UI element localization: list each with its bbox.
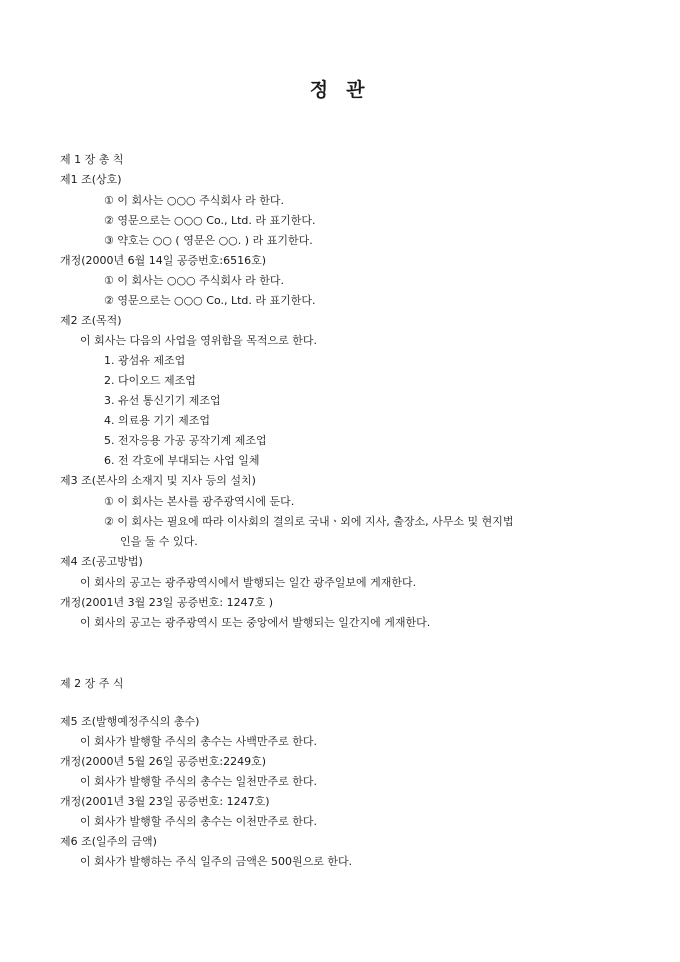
article-5-text-1: 이 회사가 발행할 주식의 총수는 일천만주로 한다. (80, 775, 317, 788)
article-6-heading: 제6 조(일주의 금액) (60, 835, 157, 848)
article-4-amendment: 개정(2001년 3월 23일 공증번호: 1247호 ) (60, 596, 274, 609)
chapter-1-heading: 제 1 장 총 칙 (60, 153, 124, 166)
article-5-heading: 제5 조(발행예정주식의 총수) (60, 715, 200, 728)
article-1-amendment: 개정(2000년 6월 14일 공증번호:6516호) (60, 254, 267, 267)
article-2-heading: 제2 조(목적) (60, 314, 122, 327)
article-4-text: 이 회사의 공고는 광주광역시에서 발행되는 일간 광주일보에 게재한다. (80, 576, 417, 589)
article-6-text: 이 회사가 발행하는 주식 일주의 금액은 500원으로 한다. (80, 855, 353, 868)
article-5-amendment-2: 개정(2001년 3월 23일 공증번호: 1247호) (60, 795, 270, 808)
article-5-amendment-1: 개정(2000년 5월 26일 공증번호:2249호) (60, 755, 267, 768)
article-2-item-1: 1. 광섬유 제조업 (104, 354, 186, 367)
article-2-item-2: 2. 다이오드 제조업 (104, 374, 196, 387)
article-1-item-1: ① 이 회사는 ○○○ 주식회사 라 한다. (104, 194, 285, 207)
article-3-heading: 제3 조(본사의 소재지 및 지사 등의 설치) (60, 474, 256, 487)
article-5-text-2: 이 회사가 발행할 주식의 총수는 이천만주로 한다. (80, 815, 317, 828)
article-1-item-3: ③ 약호는 ○○ ( 영문은 ○○. ) 라 표기한다. (104, 234, 313, 247)
article-1-amended-item-1: ① 이 회사는 ○○○ 주식회사 라 한다. (104, 274, 285, 287)
article-2-item-4: 4. 의료용 기기 제조업 (104, 414, 210, 427)
article-2-intro: 이 회사는 다음의 사업을 영위함을 목적으로 한다. (80, 334, 317, 347)
article-5-text: 이 회사가 발행할 주식의 총수는 사백만주로 한다. (80, 735, 317, 748)
article-2-item-5: 5. 전자응용 가공 공작기계 제조업 (104, 434, 267, 447)
chapter-2-heading: 제 2 장 주 식 (60, 677, 124, 690)
article-3-item-2-line-1: ② 이 회사는 필요에 따라 이사회의 결의로 국내ㆍ외에 지사, 출장소, 사무소 및 현지법 (104, 515, 514, 528)
article-3-item-2-line-2: 인을 둘 수 있다. (120, 535, 198, 548)
article-4-amended-text: 이 회사의 공고는 광주광역시 또는 중앙에서 발행되는 일간지에 게재한다. (80, 616, 431, 629)
article-4-heading: 제4 조(공고방법) (60, 555, 143, 568)
article-1-heading: 제1 조(상호) (60, 173, 122, 186)
article-2-item-3: 3. 유선 통신기기 제조업 (104, 394, 221, 407)
article-3-item-1: ① 이 회사는 본사를 광주광역시에 둔다. (104, 495, 295, 508)
article-1-item-2: ② 영문으로는 ○○○ Co., Ltd. 라 표기한다. (104, 214, 316, 227)
article-1-amended-item-2: ② 영문으로는 ○○○ Co., Ltd. 라 표기한다. (104, 294, 316, 307)
document-title: 정 관 (309, 79, 371, 101)
article-2-item-6: 6. 전 각호에 부대되는 사업 일체 (104, 454, 260, 467)
